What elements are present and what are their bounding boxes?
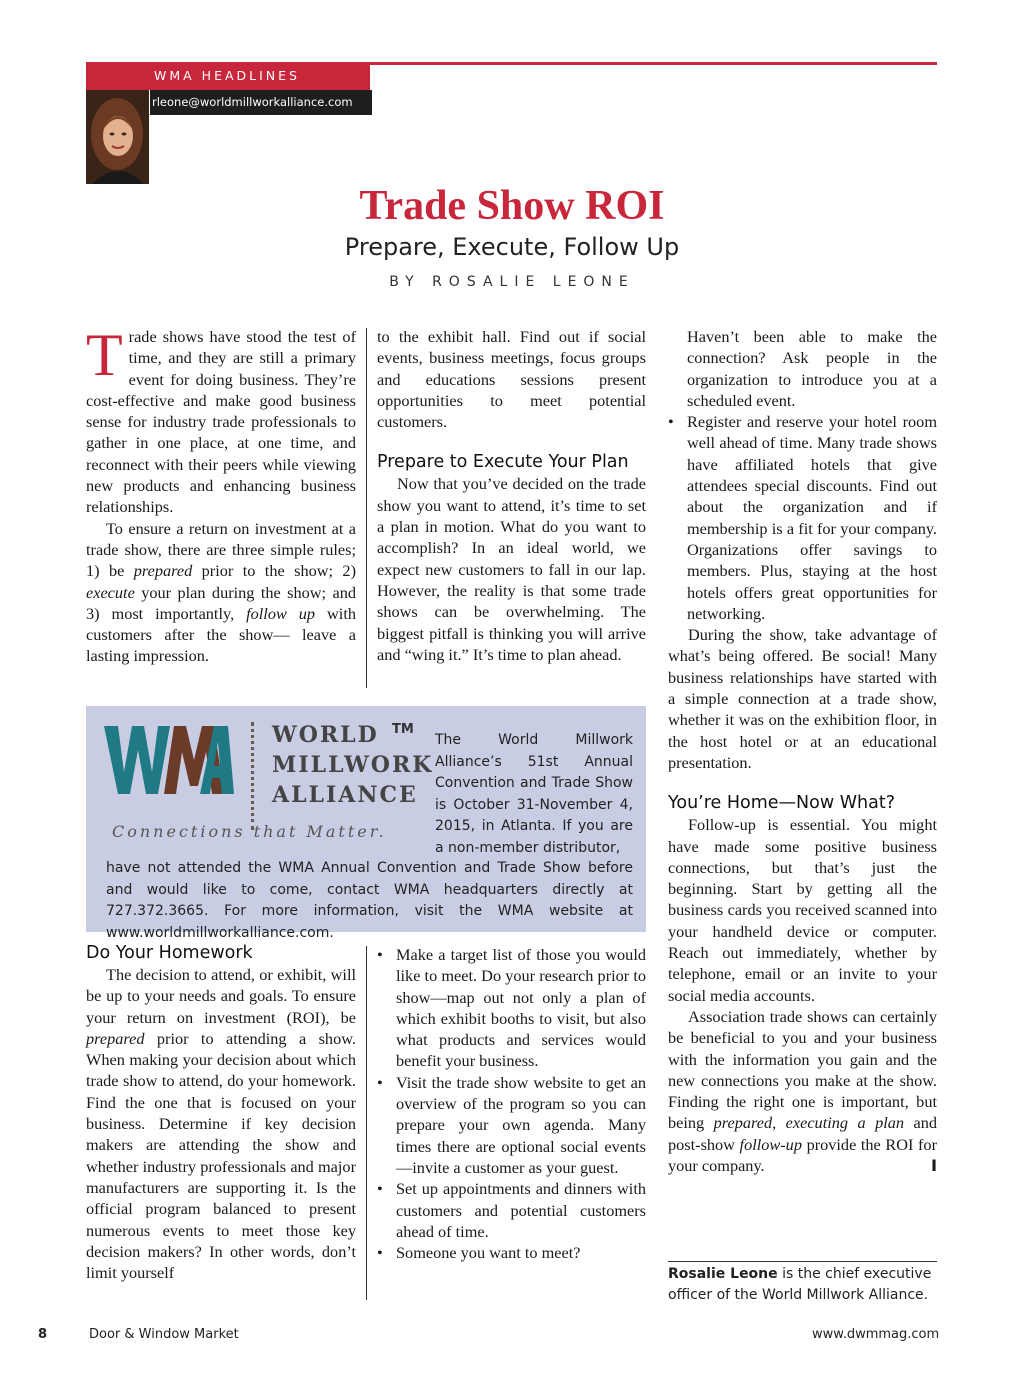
column-3	[668, 326, 937, 1176]
list-item: • Visit the trade show website to get an overview of the program so you can prepare your own agenda. Many times there are optional social events—invite a customer as your guest.	[377, 1072, 646, 1178]
list-item: • Someone you want to meet?	[377, 1242, 646, 1263]
exhibit-paragraph: to the exhibit hall. Find out if social events, business meetings, focus groups and educations sessions present opportunities to meet potential customers.	[377, 327, 646, 432]
connection-paragraph: Haven’t been able to make the connection? Ask people in the organization to introduce you at a scheduled event.	[687, 327, 937, 410]
author-bio: Rosalie Leone is the chief executive officer of the World Millwork Alliance.	[668, 1266, 932, 1303]
column-divider	[366, 328, 367, 688]
wma-info-box	[86, 706, 646, 941]
end-mark: I	[930, 1155, 937, 1175]
bio-rule	[668, 1261, 937, 1262]
wma-logo	[104, 720, 234, 805]
heading-prepare-plan: Prepare to Execute Your Plan	[377, 452, 629, 473]
drop-cap: T	[86, 322, 123, 388]
author-email[interactable]: rleone@worldmillworkalliance.com	[150, 90, 372, 115]
column-1-top	[86, 322, 356, 667]
rules-paragraph: To ensure a return on investment at a trade show, there are three simple rules; 1) be prepared prior to the show; 2) execute your plan during the show; and 3) most importantly, follow up with customers after the show— leave a lasting impression.	[86, 518, 356, 666]
wma-text-bottom: have not attended the WMA Annual Convention and Trade Show before and would like to come, contact WMA headquarters directly at 727.372.3665. For more information, visit the WMA website at www.worldmillworkalliance.com.	[106, 860, 633, 941]
column-divider-lower	[366, 946, 367, 1300]
list-item: • Make a target list of those you would like to meet. Do your research prior to show—map out not only a plan of which exhibit booths to visit, but also what products and services would benefit your business.	[377, 944, 646, 1072]
logo-divider	[251, 722, 254, 830]
homework-paragraph: The decision to attend, or exhibit, will be up to your needs and goals. To ensure your return on investment (ROI), be prepared prior to attending a show. When making your decision about which trade show to attend, do your homework. Find the one that is focused on your business. Determine if key decision makers are attending the show and whether industry professionals and major manufacturers are supporting it. Is the official program balanced to present numerous events to meet those key decision makers? In other words, don’t limit yourself	[86, 965, 356, 1283]
header-rule	[370, 62, 937, 65]
column-1-bottom	[86, 942, 356, 1283]
wma-name: WORLD MILLWORK ALLIANCE	[272, 722, 434, 808]
article-title: Trade Show ROI	[359, 183, 665, 229]
list-item: • Register and reserve your hotel room well ahead of time. Many trade shows have affiliated hotels that give attendees special discounts. Find out about the organization and if membership is a fit for your company. Organizations offer savings to members. Plus, staying at the host hotels offers great opportunities for networking.	[668, 411, 937, 624]
tips-list	[377, 944, 646, 1263]
wma-text-top: The World Millwork Alliance’s 51st Annual Convention and Trade Show is October 31-November 4, 2015, in Atlanta. If you are a non-member distributor,	[435, 732, 633, 856]
wma-tagline: Connections that Matter.	[112, 822, 387, 841]
article-subtitle: Prepare, Execute, Follow Up	[344, 233, 680, 261]
during-show-paragraph: During the show, take advantage of what’s being offered. Be social! Many business relationships have started with a simple connection at a trade show, whether it was on the exhibition floor, in the host hotel or at an educational presentation.	[668, 625, 937, 772]
hotel-list	[668, 411, 937, 624]
author-photo	[86, 90, 149, 184]
website-link[interactable]: www.dwmmag.com	[812, 1327, 940, 1342]
intro-paragraph: Trade shows have stood the test of time, and they are still a primary event for doing business. They’re cost-effective and make good business sense for industry trade professionals to gather in one place, at one time, and reconnect with their peers while viewing new products and enhancing business relationships.	[86, 322, 356, 517]
column-2-bottom	[377, 944, 646, 1263]
plan-paragraph: Now that you’ve decided on the trade show you want to attend, it’s time to set a plan in motion. What do you want to accomplish? In an ideal world, we expect new customers to fall in our lap. However, the reality is that some trade shows can be overwhelming. The biggest pitfall is thinking you will arrive and “wing it.” It’s time to plan ahead.	[377, 474, 646, 664]
conclusion-paragraph: Association trade shows can certainly be beneficial to you and your business with the information you gain and the new connections you make at the show. Finding the right one is important, but being prepared, executing a plan and post-show follow-up provide the ROI for your company. I	[668, 1006, 938, 1175]
publication-name: Door & Window Market	[89, 1327, 239, 1342]
heading-homework: Do Your Homework	[86, 943, 253, 963]
page-number: 8	[38, 1327, 48, 1342]
follow-up-paragraph: Follow-up is essential. You might have made some positive business connections, but that’s just the beginning. Start by getting all the business cards you received scanned into your handheld device or computer. Reach out immediately, whether by telephone, email or an invite to your social media accounts.	[668, 815, 937, 1005]
heading-home: You’re Home—Now What?	[668, 793, 895, 814]
trademark: TM	[392, 722, 414, 737]
article-byline: BY ROSALIE LEONE	[389, 274, 635, 290]
list-item: • Set up appointments and dinners with customers and potential customers ahead of time.	[377, 1178, 646, 1242]
section-label: WMA HEADLINES	[86, 62, 370, 90]
column-2-top	[377, 326, 646, 665]
wma-logo-mark	[104, 720, 234, 800]
